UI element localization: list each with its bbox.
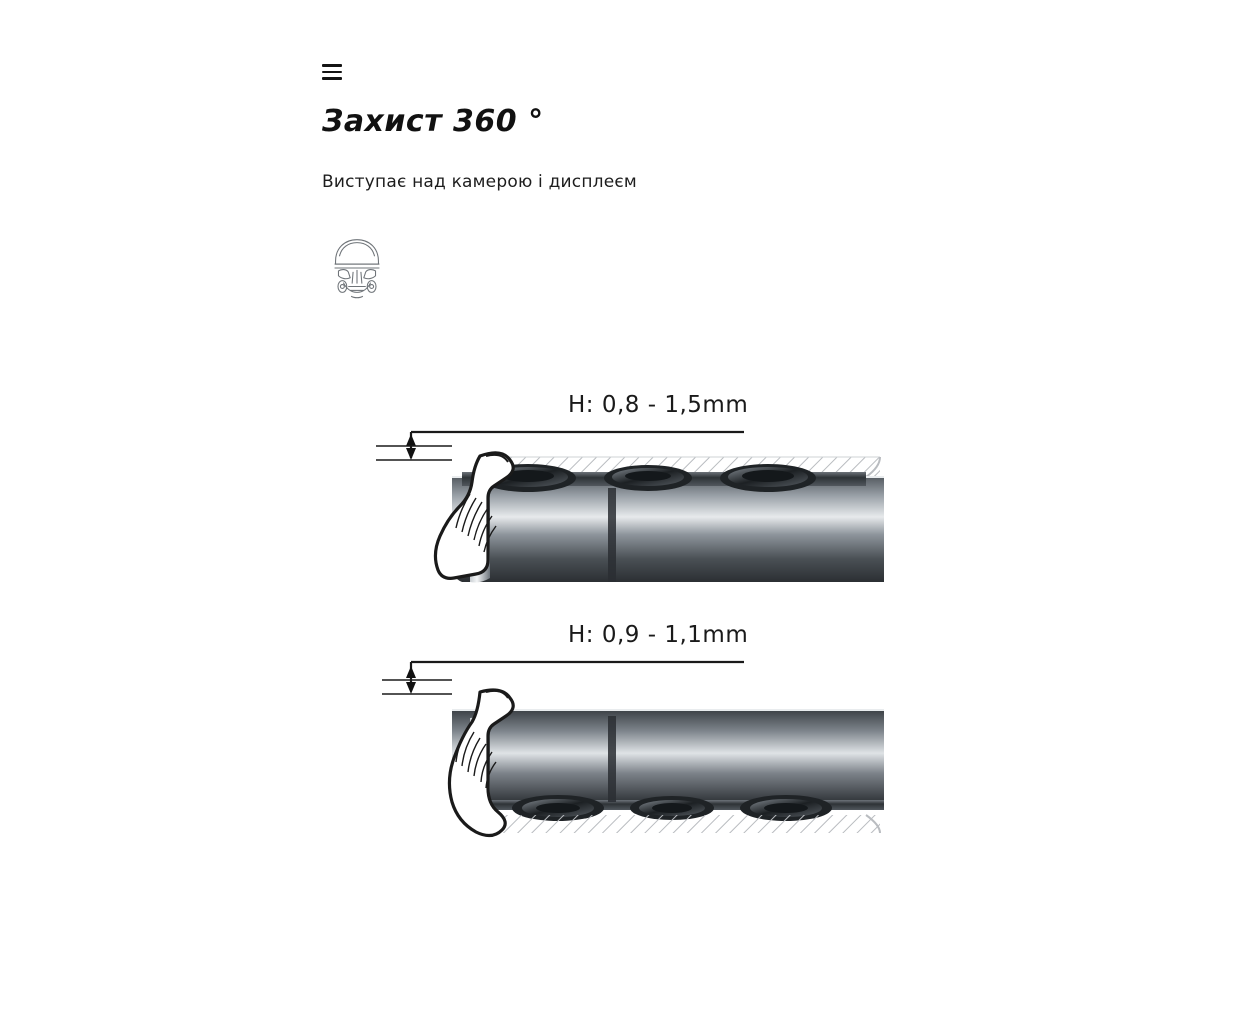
diagram-svg	[0, 360, 1252, 880]
hamburger-menu-icon[interactable]	[322, 60, 346, 84]
menu-bar-1	[322, 64, 342, 67]
menu-bar-3	[322, 77, 342, 80]
top-dimension-label: H: 0,8 - 1,5mm	[568, 392, 749, 418]
page-subtitle: Виступає над камерою і дисплеєм	[322, 172, 637, 192]
camera-cluster-top	[480, 464, 816, 492]
top-assembly	[376, 432, 884, 583]
bottom-assembly	[382, 662, 884, 836]
bottom-dimension-label: H: 0,9 - 1,1mm	[568, 622, 749, 648]
protection-diagram	[0, 360, 1252, 880]
stormtrooper-helmet-icon	[318, 228, 396, 306]
page-title: Захист 360 °	[322, 104, 544, 139]
menu-bar-2	[322, 71, 342, 74]
